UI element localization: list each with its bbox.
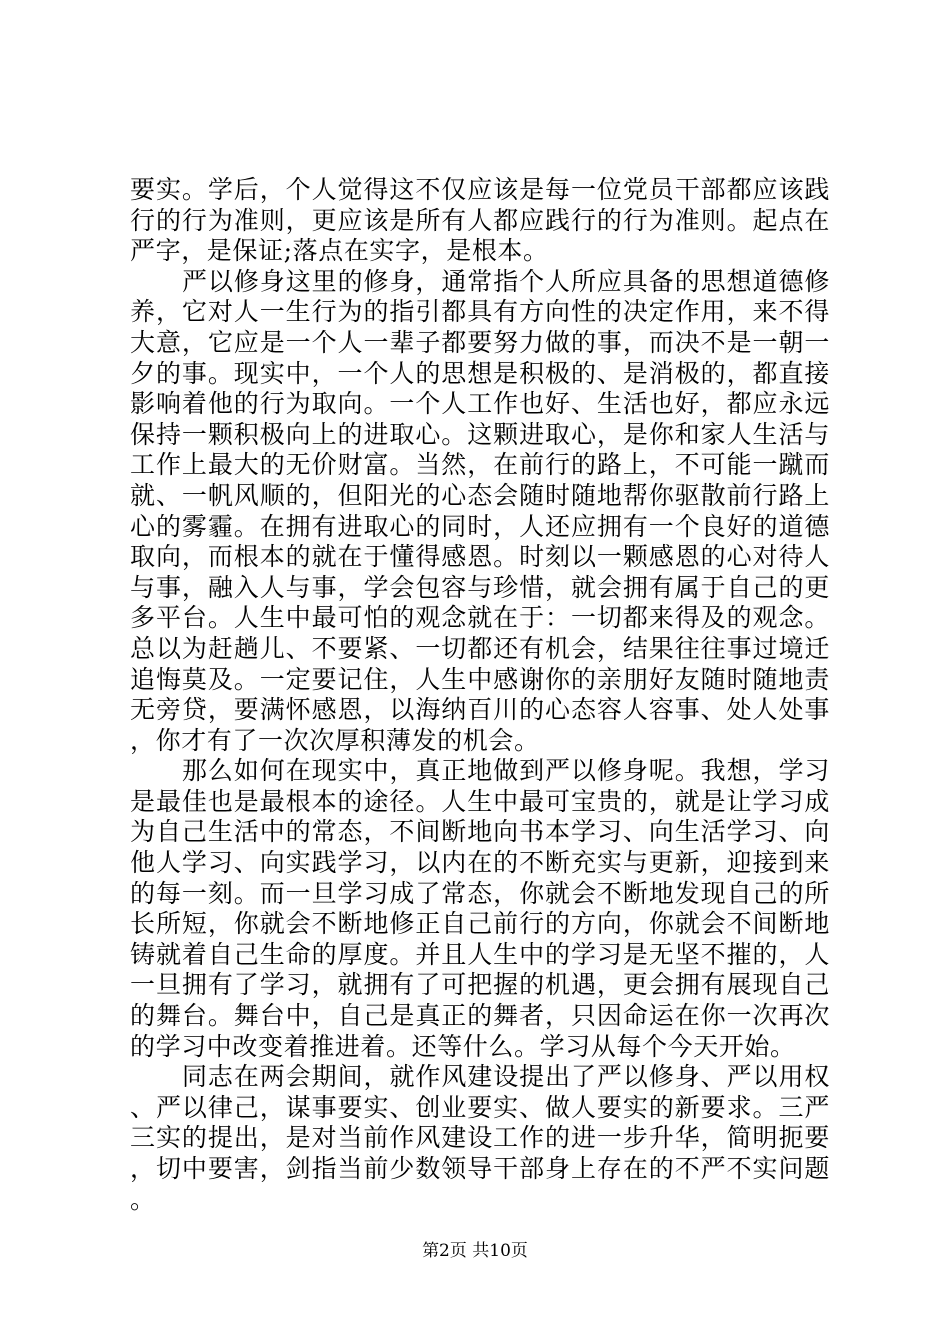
paragraph-2: 严以修身这里的修身，通常指个人所应具备的思想道德修养，它对人一生行为的指引都具有方向性的决定作用，来不得大意，它应是一个人一辈子都要努力做的事，而决不是一朝一夕的事。现实中，一个人的思想是积极的、是消极的，都直接影响着他的行为取向。一个人工作也好、生活也好，都应永远保持一颗积极向上的进取心。这颗进取心，是你和家人生活与工作上最大的无价财富。当然，在前行的路上，不可能一蹴而就、一帆风顺的，但阳光的心态会随时随地帮你驱散前行路上心的雾霾。在拥有进取心的同时，人还应拥有一个良好的道德取向，而根本的就在于懂得感恩。时刻以一颗感恩的心对待人与事，融入人与事，学会包容与珍惜，就会拥有属于自己的更多平台。人生中最可怕的观念就在于：一切都来得及的观念。总以为赶趟儿、不要紧、一切都还有机会，结果往往事过境迁追悔莫及。一定要记住，人生中感谢你的亲朋好友随时随地责无旁贷，要满怀感恩，以海纳百川的心态容人容事、处人处事，你才有了一次次厚积薄发的机会。 xyxy=(130,266,830,755)
paragraph-3: 那么如何在现实中，真正地做到严以修身呢。我想，学习是最佳也是最根本的途径。人生中最可宝贵的，就是让学习成为自己生活中的常态，不间断地向书本学习、向生活学习、向他人学习、向实践学习，以内在的不断充实与更新，迎接到来的每一刻。而一旦学习成了常态，你就会不断地发现自己的所长所短，你就会不断地修正自己前行的方向，你就会不间断地铸就着自己生命的厚度。并且人生中的学习是无坚不摧的，人一旦拥有了学习，就拥有了可把握的机遇，更会拥有展现自己的舞台。舞台中，自己是真正的舞者，只因命运在你一次再次的学习中改变着推进着。还等什么。学习从每个今天开始。 xyxy=(130,756,830,1061)
page-number-footer: 第2页 共10页 xyxy=(422,1241,528,1261)
paragraph-1: 要实。学后，个人觉得这不仅应该是每一位党员干部都应该践行的行为准则，更应该是所有人都应践行的行为准则。起点在严字，是保证;落点在实字，是根本。 xyxy=(130,175,830,266)
body-text xyxy=(130,175,830,1215)
paragraph-4: 同志在两会期间，就作风建设提出了严以修身、严以用权、严以律己，谋事要实、创业要实、做人要实的新要求。三严三实的提出，是对当前作风建设工作的进一步升华，简明扼要，切中要害，剑指当前少数领导干部身上存在的不严不实问题。 xyxy=(130,1062,830,1214)
